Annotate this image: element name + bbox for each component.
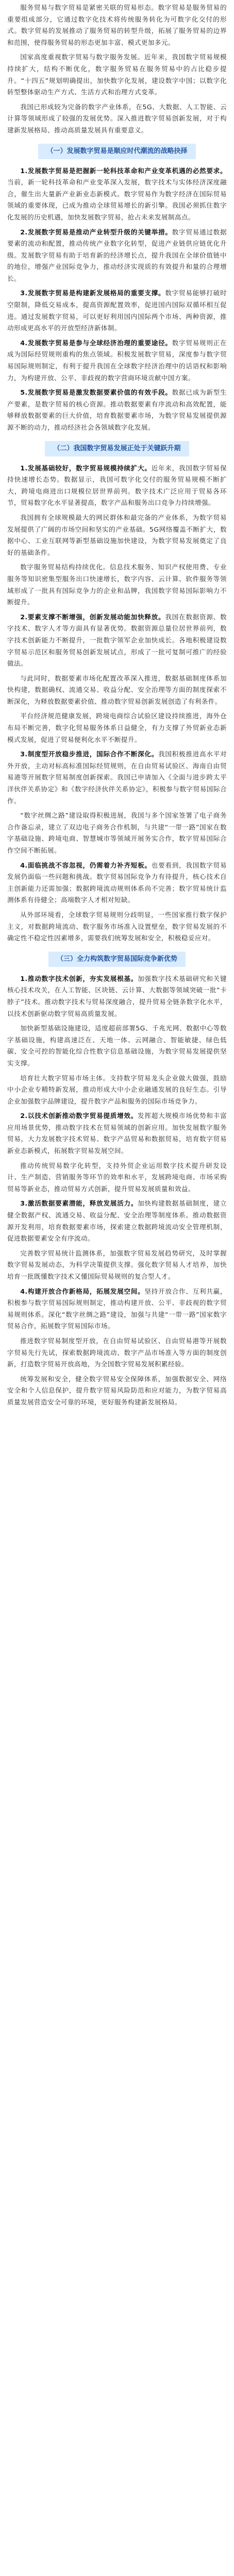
body-paragraph [7,1335,227,1370]
body-paragraph [7,287,227,334]
body-paragraph [7,1110,227,1157]
section-heading-text: （一）发展数字贸易是顺应时代潮流的战略抉择 [38,144,195,159]
paragraph-lead: 2.发展数字贸易是推动产业转型升级的关键举措。 [20,228,172,236]
paragraph-lead: 4.构建开放合作新格局，拓展发展空间。 [20,1287,145,1295]
body-paragraph [7,810,227,856]
body-paragraph [7,1160,227,1195]
paragraph-text: 加强数字技术基础研究和关键核心技术攻关，在人工智能、区块链、云计算、大数据等领域突破一批“卡脖子”技术。推动数字技术与贸易深度融合，提升贸易全链条数字化水平，以技术创新驱动数字贸易高质量发展。 [7,974,227,1018]
paragraph-text: 完善数字贸易统计监测体系，加强数字贸易发展趋势研究，及时掌握数字贸易发展动态，为科学决策提供支撑。强化数字贸易人才培养，加快培育一批既懂数字技术又懂国际贸易规则的复合型人才。 [7,1249,227,1280]
paragraph-text: 国家高度重视数字贸易与数字服务发展。近年来，我国数字贸易规模持续扩大，结构不断优化，数字服务贸易在服务贸易中的占比稳步提升。“十四五”规划明确提出，加快数字化发展，建设数字中国；以数字化转型整体驱动生产方式、生活方式和治理方式变革。 [7,53,227,96]
paragraph-lead: 1.推动数字技术创新，夯实发展根基。 [20,974,138,982]
paragraph-lead: 3.制度型开放稳步推进，国际合作不断深化。 [20,750,159,758]
paragraph-lead: 2.要素支撑不断增强，创新发展动能加快释放。 [20,613,165,621]
paragraph-lead: 3.发展数字贸易是构建新发展格局的重要支撑。 [20,289,165,297]
paragraph-text: “数字丝绸之路”建设取得积极进展，我国与多个国家签署了电子商务合作备忘录，建立了双边电子商务合作机制，与共建“一带一路”国家在数字基础设施、跨境电商、智慧城市等领域开展务实合作，数字贸易国际合作空间不断拓展。 [7,811,227,854]
body-paragraph [7,749,227,807]
section-heading [7,144,227,159]
body-paragraph [7,387,227,433]
body-paragraph [7,710,227,745]
paragraph-text: 数字贸易通过数据要素的流动和配置，推动传统产业数字化转型，促进产业链供应链优化升级。发展数字贸易有助于培育新的经济增长点，提升我国在全球价值链中的地位，增强产业国际竞争力，推动经济实现质的有效提升和量的合理增长。 [7,228,227,282]
paragraph-text: 也要看到，我国数字贸易发展仍面临一些问题和挑战。数字贸易国际竞争力有待提升，核心技术自主创新能力还需加强；数据跨境流动规则体系尚不完善；数字贸易统计监测体系有待健全；高端数字人才相对短缺。 [7,861,227,904]
paragraph-text: 我国在数据资源、数字技术、数字人才等方面具有显著优势。数据资源总量位居世界前列，数字技术创新能力不断提升，一批数字领军企业加快成长。各地积极建设数字贸易示范区和服务贸易创新发展试点，形成了一批可复制可推广的经验做法。 [7,613,227,668]
body-paragraph [7,463,227,509]
paragraph-text: 与此同时，数据要素市场化配置改革深入推进，数据基础制度体系加快构建，数据确权、流通交易、收益分配、安全治理等方面的制度探索不断深化，为释放数据要素价值、推动数字贸易创新发展创造了有利条件。 [7,674,227,705]
paragraph-text: 统筹发展和安全，健全数字贸易安全保障体系，加强数据安全、网络安全和个人信息保护，提升数字贸易风险防范和应对能力，为数字贸易高质量发展营造安全可靠的环境，更好服务构建新发展格局。 [7,1375,227,1406]
paragraph-text: 数字贸易规则正在成为国际经贸规则重构的焦点领域。积极发展数字贸易，深度参与数字贸易国际规则制定，有利于提升我国在全球数字经济治理中的话语权和影响力，为构建开放、公平、非歧视的数字营商环境贡献中国方案。 [7,338,227,382]
body-paragraph [7,1073,227,1108]
body-paragraph [7,1198,227,1244]
paragraph-text: 加快构建数据基础制度，建立健全数据产权、流通交易、收益分配、安全治理等制度体系。推动数据资源开发利用，培育数据要素市场，探索建立数据跨境流动安全管理机制，促进数据要素安全有序流动。 [7,1199,227,1243]
body-paragraph [7,2,227,48]
section-heading [7,441,227,456]
paragraph-text: 推进数字贸易制度型开放，在自由贸易试验区、自由贸易港等开展数字贸易先行先试，探索数据跨境流动、数字产品市场准入等方面的制度创新，打造数字贸易开放高地，为全国数字贸易发展积累经验。 [7,1336,227,1368]
paragraph-text: 我国已形成较为完备的数字产业体系，在5G、大数据、人工智能、云计算等领域形成了较强的发展优势。深入推进数字贸易创新发展，对于构建新发展格局、推动高质量发展具有重要意义。 [7,103,227,134]
body-paragraph [7,52,227,98]
body-paragraph [7,562,227,608]
paragraph-text: 平台经济规范健康发展，跨境电商综合试验区建设持续推进，海外仓布局不断完善，数字化贸易服务体系日益健全，有力支撑了外贸新业态新模式发展，促进了贸易便利化水平不断提升。 [7,712,227,743]
paragraph-lead: 1.发展基础较好，数字贸易规模持续扩大。 [20,464,152,472]
body-paragraph [7,909,227,944]
paragraph-text: 发挥超大规模市场优势和丰富应用场景优势，推动数字技术在贸易领域的创新应用。加快发展数字服务贸易，大力发展数字技术贸易、数字产品贸易和数据贸易，培育数字贸易新业态新模式，拓展数字贸易发展空间。 [7,1112,227,1155]
paragraph-lead: 1.发展数字贸易是把握新一轮科技革命和产业变革机遇的必然要求。 [20,166,227,175]
paragraph-text: 数据已成为新型生产要素，是数字贸易的核心资源。推动数据要素有序流动和高效配置，能够释放数据要素的巨大价值，培育数据要素市场，为数字贸易发展提供源源不断的动力，推动经济社会各领域数字化发展。 [7,388,227,431]
paragraph-lead: 5.发展数字贸易是激发数据要素价值的有效手段。 [20,388,172,397]
paragraph-lead: 4.面临挑战不容忽视，仍需着力补齐短板。 [20,861,152,869]
body-paragraph [7,612,227,670]
section-heading-text: （二）我国数字贸易发展正处于关键跃升期 [45,441,189,456]
article-body [7,2,227,1412]
paragraph-lead: 3.激活数据要素潜能，释放发展活力。 [20,1199,138,1208]
paragraph-text: 坚持开放合作、互利共赢，积极参与数字贸易国际规则制定，推动构建开放、公平、非歧视的数字贸易规则体系。深化“数字丝绸之路”建设，加强与共建“一带一路”国家数字贸易合作，拓展数字贸易国际市场。 [7,1287,227,1330]
paragraph-text: 推动传统贸易数字化转型，支持外贸企业运用数字技术提升研发设计、生产制造、营销服务等环节的效率和水平，发展跨境电商、市场采购贸易等新业态，推动贸易方式创新，提升贸易发展质量和效益。 [7,1161,227,1193]
body-paragraph [7,165,227,224]
paragraph-text: 数字服务贸易结构持续优化。信息技术服务、知识产权使用费、专业服务等知识密集型服务出口快速增长，数字内容、云计算、软件服务等领域形成了一批具有国际竞争力的企业和品牌，我国数字贸易国际影响力不断提升。 [7,563,227,606]
section-heading [7,952,227,967]
body-paragraph [7,101,227,137]
body-paragraph [7,337,227,384]
paragraph-text: 当前，新一轮科技革命和产业变革深入发展，数字技术与实体经济深度融合，催生出大量新产业新业态新模式。数字贸易作为数字经济在国际贸易领域的重要体现，已成为推动全球贸易增长的新引擎。我国必须抓住数字化发展的历史机遇，加快发展数字贸易，抢占未来发展制高点。 [7,178,227,221]
paragraph-text: 加快新型基础设施建设，适度超前部署5G、千兆光网、数据中心等数字基础设施，构建高速泛在、天地一体、云网融合、智能敏捷、绿色低碳、安全可控的智能化综合性数字信息基础设施，为数字贸易发展提供坚实支撑。 [7,1024,227,1067]
body-paragraph [7,1374,227,1409]
paragraph-text: 数字贸易能够打破时空限制，降低交易成本，提高资源配置效率，促进国内国际双循环相互促进。通过发展数字贸易，可以更好利用国内国际两个市场、两种资源，推动形成更高水平的开放型经济新体制。 [7,289,227,332]
body-paragraph [7,973,227,1020]
paragraph-lead: 2.以技术创新推动数字贸易提质增效。 [20,1112,138,1120]
paragraph-text: 服务贸易与数字贸易是紧密关联的贸易形态。数字贸易是服务贸易的重要组成部分，它通过数字化技术将传统服务转化为可数字化交付的形式。数字贸易的发展推动了服务贸易的转型升级，拓展了服务贸易的边界和范围，使得服务贸易的形态更加丰富、模式更加多元。 [7,4,227,46]
body-paragraph [7,1286,227,1332]
paragraph-text: 从外部环境看，全球数字贸易规则分歧明显，一些国家推行数字保护主义，对数据跨境流动、数字服务市场准入设置壁垒，数字贸易发展的不确定性不稳定性因素增多，需要我们统筹发展和安全，积极稳妥应对。 [7,910,227,942]
paragraph-text: 我国积极推进高水平对外开放，主动对标高标准国际经贸规则，在自由贸易试验区、海南自由贸易港等开展数字贸易制度创新探索。我国已申请加入《全面与进步跨太平洋伙伴关系协定》和《数字经济伙伴关系协定》，积极参与数字贸易国际合作。 [7,750,227,805]
body-paragraph [7,227,227,285]
paragraph-text: 我国拥有全球规模最大的网民群体和最完备的产业体系，为数字贸易发展提供了广阔的市场空间和坚实的产业基础。5G网络覆盖不断扩大，数据中心、工业互联网等新型基础设施加快建设，为数字贸易发展奠定了良好的基础条件。 [7,513,227,556]
paragraph-text: 近年来，我国数字贸易保持快速增长态势。数据显示，我国可数字化交付的服务贸易规模不断扩大，跨境电商进出口规模位居世界前列。数字技术广泛应用于贸易各环节，贸易数字化水平显著提高，数字产品和服务出口竞争力持续增强。 [7,464,227,507]
paragraph-text: 培育壮大数字贸易市场主体。支持数字贸易龙头企业做大做强，鼓励中小企业专精特新发展，推动形成大中小企业融通发展的良好生态。引导企业加强数字品牌建设，提升数字产品和服务的国际市场竞争力。 [7,1074,227,1105]
body-paragraph [7,512,227,558]
body-paragraph [7,1248,227,1283]
body-paragraph [7,860,227,906]
section-heading-text: （三）全力构筑数字贸易国际竞争新优势 [48,952,186,967]
paragraph-lead: 4.发展数字贸易是参与全球经济治理的重要途径。 [20,338,172,347]
body-paragraph [7,673,227,708]
body-paragraph [7,1023,227,1069]
